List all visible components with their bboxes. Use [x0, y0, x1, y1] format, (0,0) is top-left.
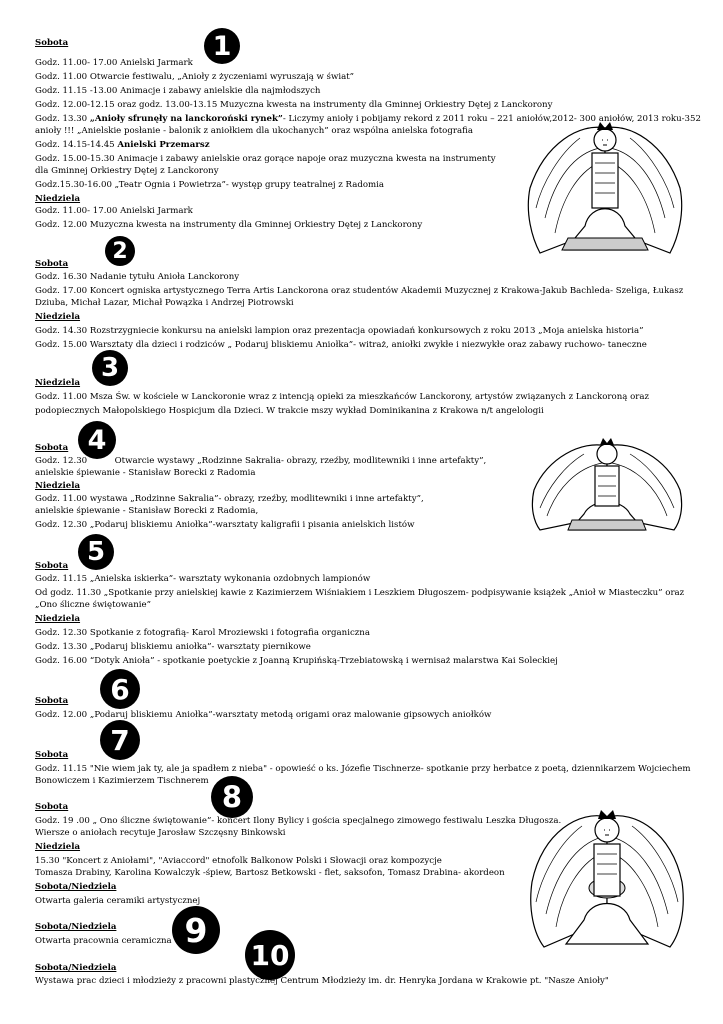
event-title: „Anioły sfrunęły na lanckoroński rynek”: [89, 114, 283, 124]
number-badge-8: 8: [211, 776, 253, 818]
day-heading: Niedziela: [35, 842, 81, 852]
day-heading: Sobota: [35, 259, 69, 269]
day-heading: Sobota/Niedziela: [35, 922, 117, 932]
event-time: Godz. 12.30: [35, 456, 88, 466]
event-line: Godz. 15.00 Warsztaty dla dzieci i rodziców „ Podaruj bliskiemu Aniołka”- witraż, aniołki zwykłe i niezwykłe oraz zabawy ruchowo- taneczne: [35, 340, 647, 350]
day-heading: Niedziela: [35, 481, 81, 491]
event-line: Otwarta pracownia ceramiczna: [35, 936, 172, 946]
event-line: Godz. 11.00 wystawa „Rodzinne Sakralia”- obrazy, rzeźby, modlitewniki i inne artefakty”,: [35, 494, 424, 504]
event-description: - Liczymy anioły i pobijamy rekord z 2011 roku – 221 aniołów,2012- 300 aniołów, 2013 roku-352: [282, 114, 701, 124]
number-badge-9: 9: [172, 906, 220, 954]
day-heading: Sobota: [35, 802, 69, 812]
event-line: Godz. 11.00- 17.00 Anielski Jarmark: [35, 206, 193, 216]
event-line: Godz.15.30-16.00 „Teatr Ognia i Powietrza”- występ grupy teatralnej z Radomia: [35, 180, 385, 190]
day-heading: Sobota: [35, 38, 69, 48]
number-badge-3: 3: [92, 350, 128, 386]
event-line: anioły !!! „Anielskie posłanie - balonik z aniołkiem dla ukochanych” oraz wspólna anielska fotografia: [35, 126, 473, 136]
event-line: Godz. 11.15 „Anielska iskierka”- warsztaty wykonania ozdobnych lampionów: [35, 574, 371, 584]
event-line: Godz. 12.30 „Podaruj bliskiemu Aniołka”-warsztaty kaligrafii i pisania anielskich listów: [35, 520, 415, 530]
event-title: Anielski Przemarsz: [117, 140, 210, 150]
angel-illustration: [520, 108, 690, 258]
event-line: Godz. 12.00 „Podaruj bliskiemu Aniołka”-warsztaty metodą origami oraz malowanie gipsowych aniołków: [35, 710, 492, 720]
event-description: Otwarcie wystawy „Rodzinne Sakralia- obrazy, rzeźby, modlitewniki i inne artefakty”,: [114, 456, 487, 466]
day-heading: Sobota: [35, 561, 69, 571]
event-line: Godz. 16.00 “Dotyk Anioła” - spotkanie poetyckie z Joanną Krupińską-Trzebiatowską i wernisaż malarstwa Kai Soleckiej: [35, 656, 558, 666]
event-line: Godz. 12.00 Muzyczna kwesta na instrumenty dla Gminnej Orkiestry Dętej z Lanckorony: [35, 220, 423, 230]
event-line: Godz. 15.00-15.30 Animacje i zabawy anielskie oraz gorące napoje oraz muzyczna kwesta na instrumenty: [35, 154, 496, 164]
event-time: Godz. 13.30: [35, 114, 88, 124]
event-line: 15.30 "Koncert z Aniołami", "Aviaccord" etnofolk Balkonow Polski i Słowacji oraz kompozycje: [35, 856, 442, 866]
day-heading: Niedziela: [35, 312, 81, 322]
day-heading: Niedziela: [35, 614, 81, 624]
event-line: Godz. 12.30 Spotkanie z fotografią- Karol Mroziewski i fotografia organiczna: [35, 628, 370, 638]
event-line: Godz. 11.00- 17.00 Anielski Jarmark: [35, 58, 193, 68]
number-badge-4: 4: [78, 421, 116, 459]
event-line: [35, 140, 210, 151]
day-heading: Sobota/Niedziela: [35, 882, 117, 892]
event-line: Godz. 11.00 Otwarcie festiwalu, „Anioły z życzeniami wyruszają w świat”: [35, 72, 355, 82]
event-line: Godz. 11.15 "Nie wiem jak ty, ale ja spadłem z nieba" - opowieść o ks. Józefie Tischnerze- spotkanie przy herbatce z poetą, dziennikarzem Wojciechem: [35, 764, 691, 774]
number-badge-7: 7: [100, 720, 140, 760]
event-line: Godz. 11.15 -13.00 Animacje i zabawy anielskie dla najmłodszych: [35, 86, 321, 96]
event-line: Bonowiczem i Kazimierzem Tischnerem: [35, 776, 209, 786]
event-line: Godz. 11.00 Msza Św. w kościele w Lanckoronie wraz z intencją opieki za mieszkańców Lanckorony, artystów związanych z Lanckoroną oraz: [35, 392, 650, 402]
number-badge-5: 5: [78, 534, 114, 570]
event-line: anielskie śpiewanie - Stanisław Borecki z Radomia,: [35, 506, 259, 516]
event-time: Godz. 14.15-14.45: [35, 140, 115, 150]
event-line: Od godz. 11.30 „Spotkanie przy anielskiej kawie z Kazimierzem Wiśniakiem i Leszkiem Długoszem- podpisywanie książek „Anioł w Miasteczku” oraz: [35, 588, 685, 598]
event-line: Godz. 17.00 Koncert ogniska artystycznego Terra Artis Lanckorona oraz studentów Akademii Muzycznej z Krakowa-Jakub Bachleda- Szeliga, Łukasz: [35, 286, 684, 296]
event-line: Wystawa prac dzieci i młodzieży z pracowni plastycznej Centrum Młodzieży im. dr. Henryka Jordana w Krakowie pt. "Nasze Anioły": [35, 976, 609, 986]
day-heading: Sobota: [35, 696, 69, 706]
event-line: Godz. 16.30 Nadanie tytułu Anioła Lanckorony: [35, 272, 240, 282]
angel-illustration: [522, 428, 692, 533]
day-heading: Sobota/Niedziela: [35, 963, 117, 973]
event-line: podopiecznych Małopolskiego Hospicjum dla Dzieci. W trakcie mszy wykład Dominikanina z Krakowa n/t angelologii: [35, 406, 544, 416]
event-line: Wiersze o aniołach recytuje Jarosław Szczęsny Binkowski: [35, 828, 286, 838]
number-badge-10: 10: [245, 930, 295, 980]
event-line: anielskie śpiewanie - Stanisław Borecki z Radomia: [35, 468, 256, 478]
event-line: Godz. 12.00-12.15 oraz godz. 13.00-13.15 Muzyczna kwesta na instrumenty dla Gminnej Orkiestry Dętej z Lanckorony: [35, 100, 553, 110]
event-line: Godz. 19 .00 „ Ono śliczne świętowanie”- koncert Ilony Bylicy i gościa specjalnego zimowego festiwalu Leszka Długosza.: [35, 816, 562, 826]
number-badge-2: 2: [105, 236, 135, 266]
event-line: [35, 456, 486, 467]
event-line: Godz. 13.30 „Podaruj bliskiemu aniołka”- warsztaty piernikowe: [35, 642, 311, 652]
day-heading: Niedziela: [35, 194, 81, 204]
event-line: Dziuba, Michał Lazar, Michał Powązka i Andrzej Piotrowski: [35, 298, 294, 308]
day-heading: Niedziela: [35, 378, 81, 388]
event-line: „Ono śliczne świętowanie”: [35, 600, 152, 610]
number-badge-1: 1: [204, 28, 240, 64]
angel-illustration: [522, 792, 692, 952]
day-heading: Sobota: [35, 750, 69, 760]
event-line: Otwarta galeria ceramiki artystycznej: [35, 896, 201, 906]
event-line: Tomasza Drabiny, Karolina Kowalczyk -śpiew, Bartosz Betkowski - flet, saksofon, Tomasz Drabina- akordeon: [35, 868, 505, 878]
number-badge-6: 6: [100, 669, 140, 709]
day-heading: Sobota: [35, 443, 69, 453]
event-line: dla Gminnej Orkiestry Dętej z Lanckorony: [35, 166, 219, 176]
event-line: Godz. 14.30 Rozstrzygniecie konkursu na anielski lampion oraz prezentacja opowiadań konkursowych z roku 2013 „Moja anielska historia”: [35, 326, 644, 336]
